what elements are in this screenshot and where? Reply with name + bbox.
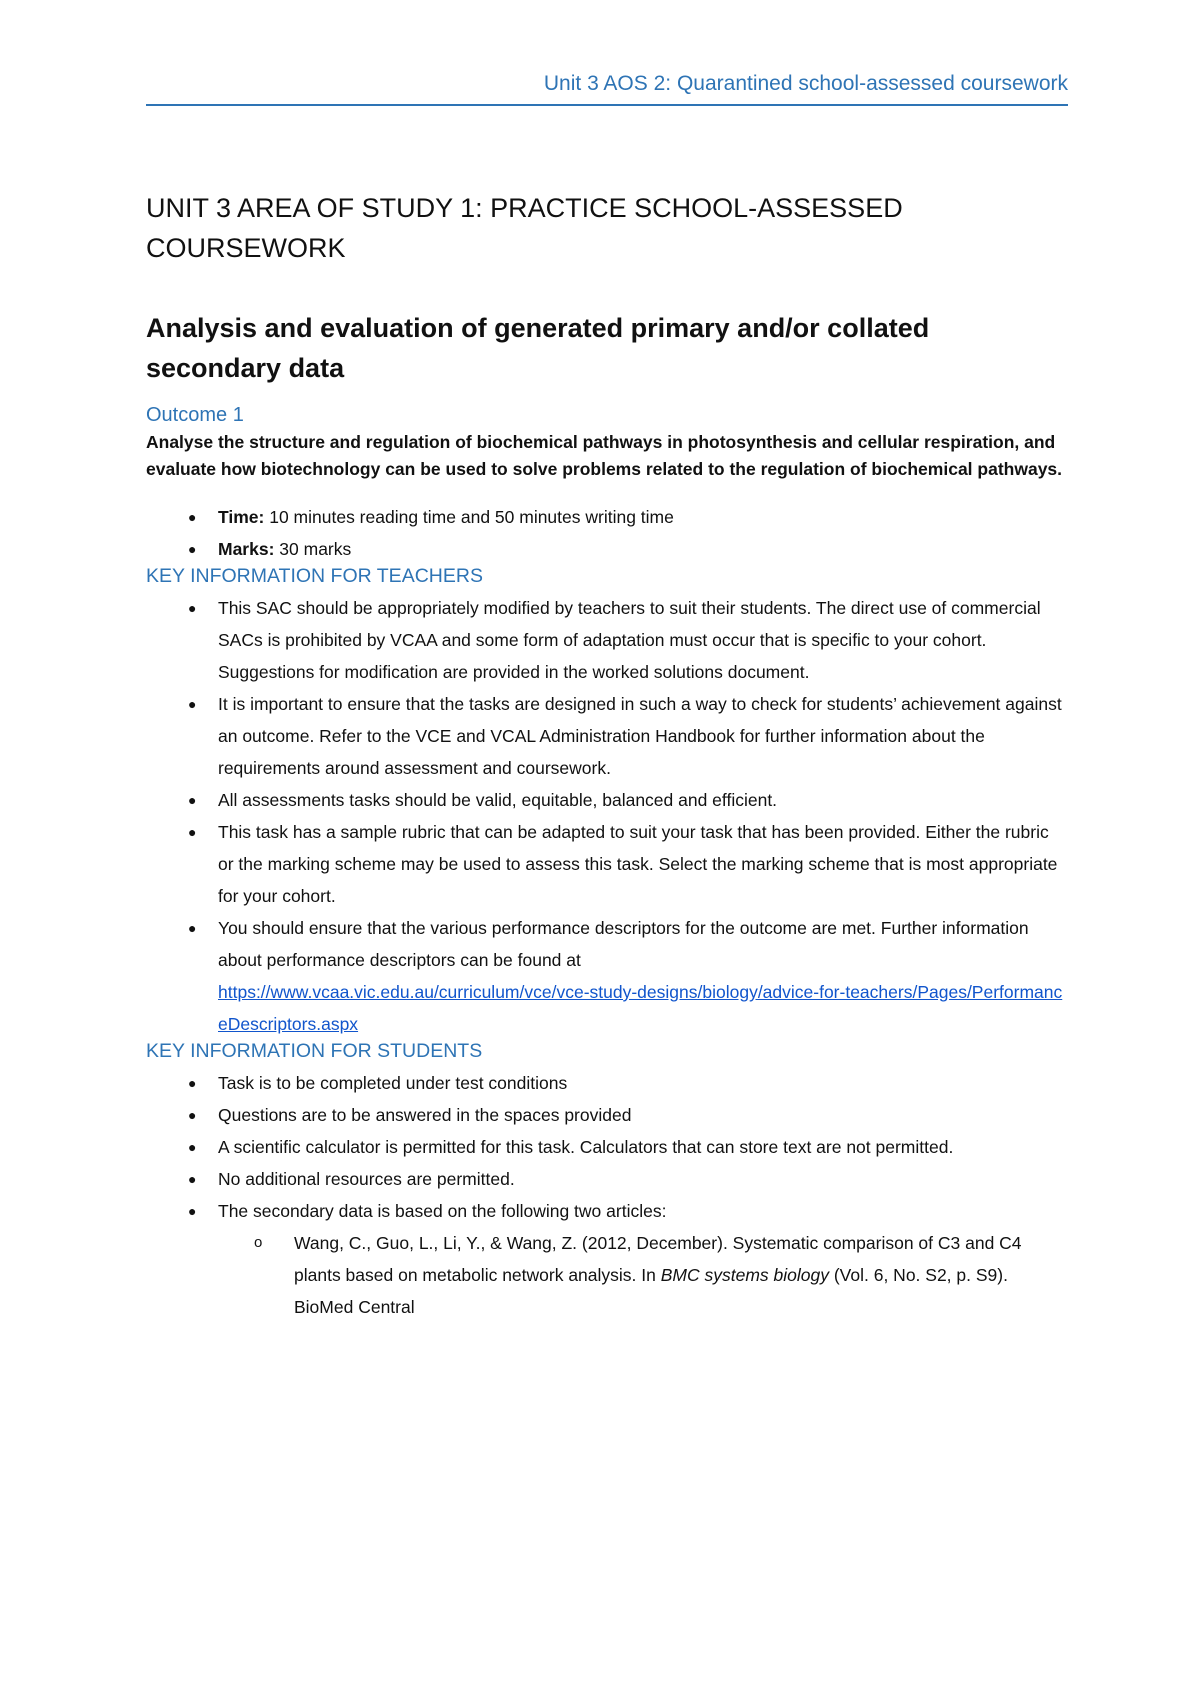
list-item-text: Task is to be completed under test conditions (218, 1073, 568, 1093)
list-item-time (146, 501, 1066, 533)
article-list (218, 1227, 1066, 1323)
list-item-marks (146, 533, 1066, 565)
list-item-text: The secondary data is based on the following two articles: (218, 1201, 667, 1221)
list-item-text: All assessments tasks should be valid, equitable, balanced and efficient. (218, 790, 778, 810)
task-meta-list (146, 501, 1066, 565)
list-item (146, 1067, 1066, 1099)
time-value: 10 minutes reading time and 50 minutes writing time (264, 507, 674, 527)
reference-before: Wang, C., Guo, L., Li, Y., & Wang, Z. (2012, December). Systematic comparison of C3 and C4 plants based on metabolic network analysis. In (294, 1233, 1022, 1285)
bullet-icon: ● (188, 1139, 197, 1155)
students-heading: KEY INFORMATION FOR STUDENTS (146, 1040, 483, 1062)
bullet-icon: ● (188, 541, 197, 557)
list-item (146, 688, 1066, 784)
bullet-icon: ● (188, 920, 197, 936)
bullet-icon: ● (188, 509, 197, 525)
list-item-text: Questions are to be answered in the spaces provided (218, 1105, 632, 1125)
list-item (146, 592, 1066, 688)
list-item-text: No additional resources are permitted. (218, 1169, 515, 1189)
marks-label: Marks: (218, 539, 275, 559)
list-item-text: This SAC should be appropriately modified by teachers to suit their students. The direct use of commercial SACs is prohibited by VCAA and some form of adaptation must occur that is specific to your cohort. Suggestions for modification are provided in the worked solutions document. (218, 598, 1041, 682)
bullet-icon: ● (188, 1075, 197, 1091)
page-title: UNIT 3 AREA OF STUDY 1: PRACTICE SCHOOL-ASSESSED COURSEWORK (146, 193, 903, 263)
outcome-heading: Outcome 1 (146, 404, 244, 426)
list-item-text: You should ensure that the various performance descriptors for the outcome are met. Further information about performance descriptors can be found at (218, 918, 1029, 970)
running-header-title: Unit 3 AOS 2: Quarantined school-assessed coursework (543, 72, 1068, 95)
list-item (146, 1163, 1066, 1195)
header-divider (146, 104, 1068, 106)
performance-descriptors-link[interactable]: https://www.vcaa.vic.edu.au/curriculum/vce/vce-study-designs/biology/advice-for-teachers/Pages/PerformanceDescriptors.aspx (218, 982, 1063, 1034)
bullet-icon: ● (188, 600, 197, 616)
article-reference (146, 1227, 1066, 1323)
list-item (146, 1195, 1066, 1323)
circle-bullet-icon: o (254, 1234, 263, 1251)
bullet-icon: ● (188, 1107, 197, 1123)
bullet-icon: ● (188, 1203, 197, 1219)
list-item-text: A scientific calculator is permitted for this task. Calculators that can store text are not permitted. (218, 1137, 954, 1157)
list-item-text: This task has a sample rubric that can be adapted to suit your task that has been provided. Either the rubric or the marking scheme may be used to assess this task. Select the marking scheme that is most appropriate for your cohort. (218, 822, 1058, 906)
list-item (146, 784, 1066, 816)
list-item (146, 912, 1066, 1040)
time-label: Time: (218, 507, 265, 527)
running-header (146, 72, 1068, 106)
list-item-text: It is important to ensure that the tasks are designed in such a way to check for students’ achievement against an outcome. Refer to the VCE and VCAL Administration Handbook for further information about the requirements around assessment and coursework. (218, 694, 1062, 778)
list-item (146, 1131, 1066, 1163)
document-body (146, 188, 1066, 1323)
teachers-info-list (146, 592, 1066, 1040)
bullet-icon: ● (188, 1171, 197, 1187)
list-item (146, 1099, 1066, 1131)
bullet-icon: ● (188, 696, 197, 712)
reference-journal: BMC systems biology (660, 1265, 829, 1285)
bullet-icon: ● (188, 792, 197, 808)
teachers-heading: KEY INFORMATION FOR TEACHERS (146, 565, 483, 587)
students-info-list (146, 1067, 1066, 1323)
marks-value: 30 marks (274, 539, 352, 559)
list-item (146, 816, 1066, 912)
reference-after: (Vol. 6, No. S2, p. S9). BioMed Central (294, 1265, 1008, 1317)
bullet-icon: ● (188, 824, 197, 840)
page-subtitle: Analysis and evaluation of generated primary and/or collated secondary data (146, 313, 930, 383)
outcome-description: Analyse the structure and regulation of biochemical pathways in photosynthesis and cellular respiration, and evaluate how biotechnology can be used to solve problems related to the regulation of biochemical pathways. (146, 432, 1063, 479)
